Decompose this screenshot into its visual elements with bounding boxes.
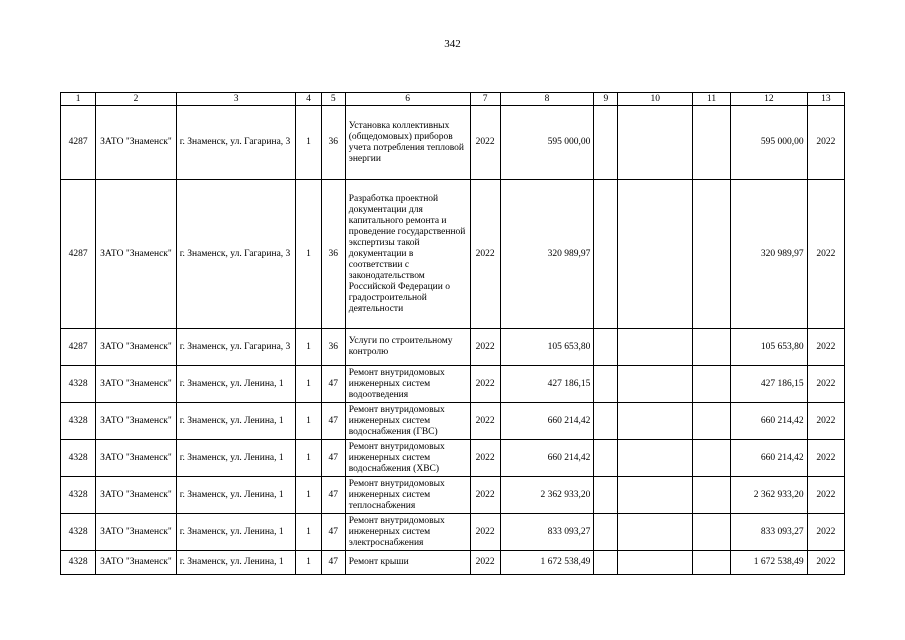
year-cell: 2022 xyxy=(470,551,500,575)
col9-cell xyxy=(594,366,618,403)
row-id-cell: 4287 xyxy=(61,329,96,366)
municipality-cell: ЗАТО "Знаменск" xyxy=(96,106,177,180)
row-id-cell: 4328 xyxy=(61,514,96,551)
amount-cell: 320 989,97 xyxy=(500,180,594,329)
page-number: 342 xyxy=(444,38,461,50)
col10-cell xyxy=(618,440,692,477)
capital-repair-table xyxy=(60,92,845,575)
year-end-cell: 2022 xyxy=(807,440,844,477)
work-type-cell: Услуги по строительному контролю xyxy=(345,329,470,366)
amount-cell: 1 672 538,49 xyxy=(500,551,594,575)
col10-cell xyxy=(618,403,692,440)
amount-cell: 660 214,42 xyxy=(500,403,594,440)
total-cell: 660 214,42 xyxy=(731,440,807,477)
year-end-cell: 2022 xyxy=(807,366,844,403)
year-cell: 2022 xyxy=(470,180,500,329)
entrance-count-cell: 1 xyxy=(296,477,321,514)
col9-cell xyxy=(594,180,618,329)
work-type-cell: Установка коллективных (общедомовых) приборов учета потребления тепловой энергии xyxy=(345,106,470,180)
municipality-cell: ЗАТО "Знаменск" xyxy=(96,514,177,551)
work-type-cell: Ремонт внутридомовых инженерных систем водоснабжения (ХВС) xyxy=(345,440,470,477)
house-number-cell: 36 xyxy=(321,180,345,329)
address-cell: г. Знаменск, ул. Ленина, 1 xyxy=(176,477,296,514)
address-cell: г. Знаменск, ул. Гагарина, 3 xyxy=(176,180,296,329)
total-cell: 105 653,80 xyxy=(731,329,807,366)
column-header: 11 xyxy=(692,93,730,106)
col10-cell xyxy=(618,180,692,329)
row-id-cell: 4287 xyxy=(61,180,96,329)
total-cell: 595 000,00 xyxy=(731,106,807,180)
entrance-count-cell: 1 xyxy=(296,106,321,180)
col9-cell xyxy=(594,329,618,366)
col10-cell xyxy=(618,514,692,551)
table-row xyxy=(61,403,845,440)
col11-cell xyxy=(692,514,730,551)
address-cell: г. Знаменск, ул. Ленина, 1 xyxy=(176,403,296,440)
municipality-cell: ЗАТО "Знаменск" xyxy=(96,403,177,440)
col9-cell xyxy=(594,477,618,514)
year-cell: 2022 xyxy=(470,329,500,366)
col9-cell xyxy=(594,440,618,477)
entrance-count-cell: 1 xyxy=(296,180,321,329)
col10-cell xyxy=(618,477,692,514)
col10-cell xyxy=(618,106,692,180)
year-end-cell: 2022 xyxy=(807,551,844,575)
column-header: 2 xyxy=(96,93,177,106)
year-cell: 2022 xyxy=(470,366,500,403)
year-cell: 2022 xyxy=(470,477,500,514)
amount-cell: 427 186,15 xyxy=(500,366,594,403)
column-header: 5 xyxy=(321,93,345,106)
row-id-cell: 4328 xyxy=(61,366,96,403)
col9-cell xyxy=(594,403,618,440)
col10-cell xyxy=(618,551,692,575)
address-cell: г. Знаменск, ул. Ленина, 1 xyxy=(176,440,296,477)
house-number-cell: 36 xyxy=(321,329,345,366)
table-row xyxy=(61,514,845,551)
column-header: 7 xyxy=(470,93,500,106)
col11-cell xyxy=(692,551,730,575)
address-cell: г. Знаменск, ул. Ленина, 1 xyxy=(176,514,296,551)
work-type-cell: Ремонт внутридомовых инженерных систем водоснабжения (ГВС) xyxy=(345,403,470,440)
work-type-cell: Ремонт внутридомовых инженерных систем теплоснабжения xyxy=(345,477,470,514)
column-header: 8 xyxy=(500,93,594,106)
house-number-cell: 36 xyxy=(321,106,345,180)
municipality-cell: ЗАТО "Знаменск" xyxy=(96,440,177,477)
entrance-count-cell: 1 xyxy=(296,440,321,477)
column-header: 12 xyxy=(731,93,807,106)
row-id-cell: 4328 xyxy=(61,403,96,440)
year-end-cell: 2022 xyxy=(807,329,844,366)
row-id-cell: 4328 xyxy=(61,440,96,477)
year-cell: 2022 xyxy=(470,514,500,551)
house-number-cell: 47 xyxy=(321,440,345,477)
row-id-cell: 4328 xyxy=(61,551,96,575)
entrance-count-cell: 1 xyxy=(296,366,321,403)
col9-cell xyxy=(594,106,618,180)
municipality-cell: ЗАТО "Знаменск" xyxy=(96,477,177,514)
total-cell: 660 214,42 xyxy=(731,403,807,440)
year-end-cell: 2022 xyxy=(807,477,844,514)
work-type-cell: Ремонт крыши xyxy=(345,551,470,575)
total-cell: 2 362 933,20 xyxy=(731,477,807,514)
address-cell: г. Знаменск, ул. Гагарина, 3 xyxy=(176,106,296,180)
municipality-cell: ЗАТО "Знаменск" xyxy=(96,180,177,329)
municipality-cell: ЗАТО "Знаменск" xyxy=(96,366,177,403)
year-end-cell: 2022 xyxy=(807,514,844,551)
work-type-cell: Разработка проектной документации для капитального ремонта и проведение государственной экспертизы такой документации в соответствии с законодательством Российской Федерации о градостроительной деятельности xyxy=(345,180,470,329)
col11-cell xyxy=(692,329,730,366)
total-cell: 427 186,15 xyxy=(731,366,807,403)
table-row xyxy=(61,477,845,514)
table-row xyxy=(61,440,845,477)
row-id-cell: 4328 xyxy=(61,477,96,514)
column-header: 6 xyxy=(345,93,470,106)
house-number-cell: 47 xyxy=(321,366,345,403)
col9-cell xyxy=(594,514,618,551)
table-row xyxy=(61,551,845,575)
amount-cell: 833 093,27 xyxy=(500,514,594,551)
amount-cell: 595 000,00 xyxy=(500,106,594,180)
col11-cell xyxy=(692,440,730,477)
total-cell: 833 093,27 xyxy=(731,514,807,551)
address-cell: г. Знаменск, ул. Ленина, 1 xyxy=(176,366,296,403)
year-end-cell: 2022 xyxy=(807,180,844,329)
entrance-count-cell: 1 xyxy=(296,403,321,440)
amount-cell: 2 362 933,20 xyxy=(500,477,594,514)
table-row xyxy=(61,180,845,329)
header-row xyxy=(61,93,845,106)
address-cell: г. Знаменск, ул. Гагарина, 3 xyxy=(176,329,296,366)
col11-cell xyxy=(692,403,730,440)
column-header: 1 xyxy=(61,93,96,106)
col11-cell xyxy=(692,180,730,329)
col9-cell xyxy=(594,551,618,575)
house-number-cell: 47 xyxy=(321,551,345,575)
house-number-cell: 47 xyxy=(321,514,345,551)
house-number-cell: 47 xyxy=(321,403,345,440)
table-row xyxy=(61,106,845,180)
entrance-count-cell: 1 xyxy=(296,329,321,366)
entrance-count-cell: 1 xyxy=(296,514,321,551)
total-cell: 1 672 538,49 xyxy=(731,551,807,575)
total-cell: 320 989,97 xyxy=(731,180,807,329)
column-header: 4 xyxy=(296,93,321,106)
col11-cell xyxy=(692,477,730,514)
work-type-cell: Ремонт внутридомовых инженерных систем электроснабжения xyxy=(345,514,470,551)
amount-cell: 660 214,42 xyxy=(500,440,594,477)
row-id-cell: 4287 xyxy=(61,106,96,180)
col11-cell xyxy=(692,366,730,403)
entrance-count-cell: 1 xyxy=(296,551,321,575)
table-row xyxy=(61,329,845,366)
year-cell: 2022 xyxy=(470,106,500,180)
col10-cell xyxy=(618,329,692,366)
municipality-cell: ЗАТО "Знаменск" xyxy=(96,551,177,575)
address-cell: г. Знаменск, ул. Ленина, 1 xyxy=(176,551,296,575)
work-type-cell: Ремонт внутридомовых инженерных систем водоотведения xyxy=(345,366,470,403)
amount-cell: 105 653,80 xyxy=(500,329,594,366)
year-cell: 2022 xyxy=(470,403,500,440)
col10-cell xyxy=(618,366,692,403)
column-header: 13 xyxy=(807,93,844,106)
year-end-cell: 2022 xyxy=(807,106,844,180)
year-cell: 2022 xyxy=(470,440,500,477)
column-header: 10 xyxy=(618,93,692,106)
table-row xyxy=(61,366,845,403)
col11-cell xyxy=(692,106,730,180)
municipality-cell: ЗАТО "Знаменск" xyxy=(96,329,177,366)
year-end-cell: 2022 xyxy=(807,403,844,440)
column-header: 3 xyxy=(176,93,296,106)
house-number-cell: 47 xyxy=(321,477,345,514)
column-header: 9 xyxy=(594,93,618,106)
